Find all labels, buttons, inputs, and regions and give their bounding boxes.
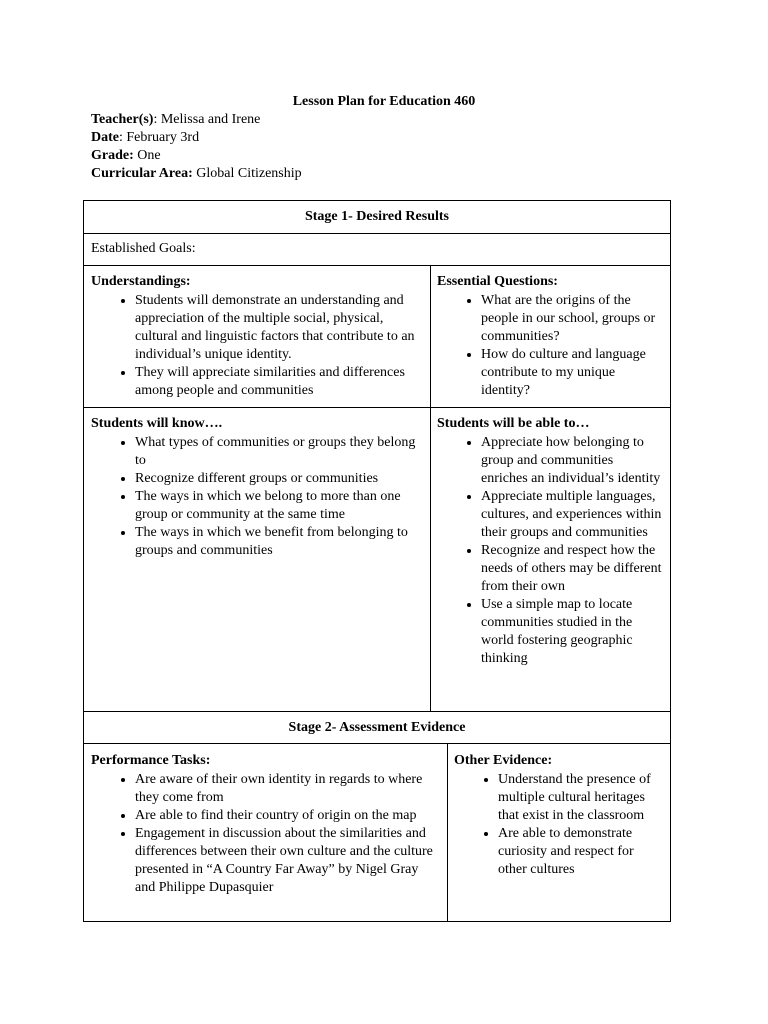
list-item: • They will appreciate similarities and differences among people and communities bbox=[135, 364, 424, 400]
understandings-heading: Understandings: bbox=[91, 274, 191, 289]
list-item: • Students will demonstrate an understanding and appreciation of the multiple social, physical, cultural and linguistic factors that contribute to an individual’s unique identity. bbox=[135, 292, 424, 364]
other-evidence-list bbox=[454, 771, 663, 879]
grade-line bbox=[91, 147, 691, 165]
page-title: Lesson Plan for Education 460 bbox=[292, 94, 476, 109]
list-item: • Understand the presence of multiple cultural heritages that exist in the classroom bbox=[498, 771, 663, 825]
essential-questions-heading: Essential Questions: bbox=[437, 274, 558, 289]
list-item: • Use a simple map to locate communities studied in the world fostering geographic thinking bbox=[481, 596, 663, 668]
area-line bbox=[91, 165, 691, 183]
essential-questions-list bbox=[437, 292, 663, 400]
grade-label: Grade: bbox=[91, 148, 134, 163]
document-header bbox=[91, 93, 691, 183]
list-item: • Are aware of their own identity in regards to where they come from bbox=[135, 771, 441, 807]
date-line bbox=[91, 129, 691, 147]
teacher-value: : Melissa and Irene bbox=[153, 112, 261, 127]
able-to-heading: Students will be able to… bbox=[437, 416, 590, 431]
other-evidence-cell bbox=[448, 744, 669, 885]
stage1-title: Stage 1- Desired Results bbox=[304, 209, 449, 224]
stage2-title: Stage 2- Assessment Evidence bbox=[288, 720, 466, 735]
list-item: • How do culture and language contribute to my unique identity? bbox=[481, 346, 663, 400]
able-to-cell bbox=[431, 408, 669, 674]
date-value: : February 3rd bbox=[119, 130, 200, 145]
teacher-line bbox=[91, 111, 691, 129]
list-item: • Are able to demonstrate curiosity and respect for other cultures bbox=[498, 825, 663, 879]
list-item: • Recognize different groups or communities bbox=[135, 470, 424, 488]
list-item: • Recognize and respect how the needs of others may be different from their own bbox=[481, 542, 663, 596]
grade-value: One bbox=[133, 148, 161, 163]
list-item: • Engagement in discussion about the similarities and differences between their own culture and the culture presented in “A Country Far Away” by Nigel Gray and Philippe Dupasquier bbox=[135, 825, 441, 897]
list-item: • What types of communities or groups they belong to bbox=[135, 434, 424, 470]
area-value: Global Citizenship bbox=[192, 166, 302, 181]
performance-tasks-list bbox=[91, 771, 441, 897]
list-item: • Appreciate multiple languages, cultures, and experiences within their groups and communities bbox=[481, 488, 663, 542]
list-item: • Appreciate how belonging to group and communities enriches an individual’s identity bbox=[481, 434, 663, 488]
performance-tasks-cell bbox=[85, 744, 447, 903]
will-know-list bbox=[91, 434, 424, 560]
will-know-cell bbox=[85, 408, 430, 566]
list-item: • The ways in which we belong to more than one group or community at the same time bbox=[135, 488, 424, 524]
understandings-list bbox=[91, 292, 424, 400]
understandings-cell bbox=[85, 266, 430, 406]
list-item: • Are able to find their country of origin on the map bbox=[135, 807, 441, 825]
essential-questions-cell bbox=[431, 266, 669, 406]
list-item: • The ways in which we benefit from belonging to groups and communities bbox=[135, 524, 424, 560]
area-label: Curricular Area: bbox=[91, 166, 193, 181]
list-item: • What are the origins of the people in our school, groups or communities? bbox=[481, 292, 663, 346]
teacher-label: Teacher(s) bbox=[91, 112, 154, 127]
able-to-list bbox=[437, 434, 663, 668]
performance-tasks-heading: Performance Tasks: bbox=[91, 753, 211, 768]
other-evidence-heading: Other Evidence: bbox=[454, 753, 553, 768]
established-goals: Established Goals: bbox=[91, 241, 196, 256]
date-label: Date bbox=[91, 130, 119, 145]
will-know-heading: Students will know…. bbox=[91, 416, 223, 431]
